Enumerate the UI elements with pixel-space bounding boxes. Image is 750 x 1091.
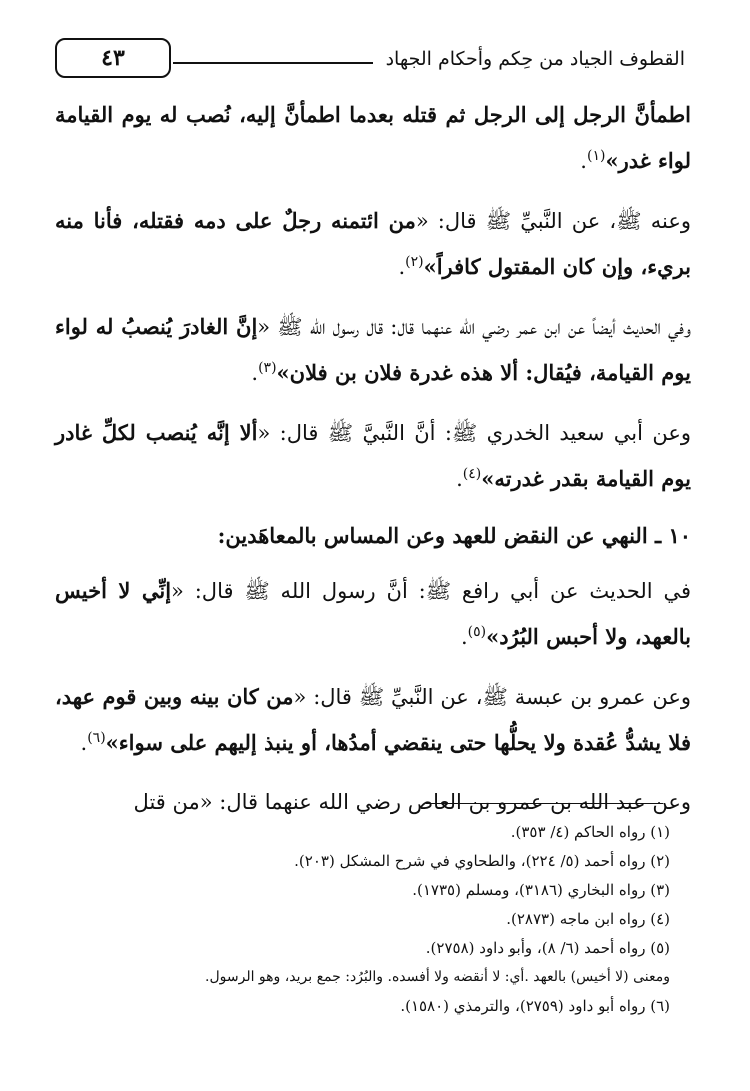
paragraph-1 [55,92,691,184]
page-header [55,38,685,88]
paragraph-1-end: . [580,149,587,173]
paragraph-1-text: اطمأنَّ الرجل إلى الرجل ثم قتله بعدما اطمأنَّ إليه، نُصب له يوم القيامة لواء غدر» [55,102,691,173]
paragraph-2-lead: وعنه ﷺ، عن النَّبيِّ ﷺ قال: « [415,209,691,233]
paragraph-5-lead: في الحديث عن أبي رافع ﷺ: أنَّ رسول الله ﷺ قال: « [171,579,691,603]
paragraph-5-end: . [460,625,468,649]
footnote-5-explanation: ومعنى (لا أخيس) بالعهد .أي: لا أنقضه ولا أفسده. والبُرُد: جمع بريد، وهو الرسول. [205,969,670,985]
paragraph-4 [55,410,691,502]
footnote-ref-5: (٥) [467,624,487,640]
paragraph-2-quote: من ائتمنه رجلٌ على دمه فقتله، فأنا منه بريء، وإن كان المقتول كافراً» [55,208,691,279]
footnote-separator [426,803,663,804]
footnote-3: (٣) رواه البخاري (٣١٨٦)، ومسلم (١٧٣٥). [412,881,670,899]
paragraph-4-end: . [456,467,463,491]
paragraph-2-end: . [398,255,406,279]
footnote-5: (٥) رواه أحمد (٦/ ٨)، وأبو داود (٢٧٥٨). [425,939,670,957]
paragraph-5-quote: إنِّي لا أخيس بالعهد، ولا أحبس البُرُد» [55,578,691,649]
footnote-ref-6: (٦) [87,730,106,746]
paragraph-6 [55,674,691,766]
paragraph-3-lead: وفي الحديث أيضاً عن ابن عمر رضي الله عنهما قال: قال رسول الله ﷺ « [257,315,691,339]
section-heading: ١٠ ـ النهي عن النقض للعهد وعن المساس بالمعاهَدين: [217,523,691,548]
footnote-4: (٤) رواه ابن ماجه (٢٨٧٣). [506,910,670,928]
paragraph-4-lead: وعن أبي سعيد الخدري ﷺ: أنَّ النَّبيَّ ﷺ قال: « [257,421,691,445]
paragraph-6-end: . [80,731,88,755]
footnote-ref-1: (١) [586,148,606,164]
footnotes [60,818,670,1021]
footnote-1: (١) رواه الحاكم (٤/ ٣٥٣). [510,823,670,841]
paragraph-6-lead: وعن عمرو بن عبسة ﷺ، عن النَّبيِّ ﷺ قال: « [293,685,691,709]
paragraph-3-end: . [251,361,259,385]
page-number: ٤٣ [101,45,125,71]
paragraph-3 [55,304,691,396]
footnote-ref-2: (٢) [405,254,424,270]
paragraph-4-quote: ألا إنَّه يُنصب لكلِّ غادر يوم القيامة بقدر غدرته» [55,420,691,491]
footnote-2: (٢) رواه أحمد (٥/ ٢٢٤)، والطحاوي في شرح المشكل (٢٠٣). [294,852,670,870]
footnote-ref-3: (٣) [258,360,277,376]
paragraph-2 [55,198,691,290]
main-text [55,92,691,839]
paragraph-7-text: وعن عبد الله بن عمرو بن العاص رضي الله عنهما قال: «من قتل [133,790,691,814]
running-title: القطوف الجياد من حِكم وأحكام الجهاد [385,48,685,70]
footnote-6: (٦) رواه أبو داود (٢٧٥٩)، والترمذي (١٥٨٠). [400,997,670,1015]
paragraph-6-quote: من كان بينه وبين قوم عهد، فلا يشدُّ عُقدة ولا يحلُّها حتى ينقضي أمدُها، أو ينبذ إليهم على سواء» [55,684,691,755]
header-rule [173,62,373,64]
paragraph-5 [55,568,691,660]
page-number-box [55,38,171,78]
footnote-ref-4: (٤) [462,466,482,482]
paragraph-3-quote: إنَّ الغادرَ يُنصبُ له لواء يوم القيامة، فيُقال: ألا هذه غدرة فلان بن فلان» [55,314,691,385]
